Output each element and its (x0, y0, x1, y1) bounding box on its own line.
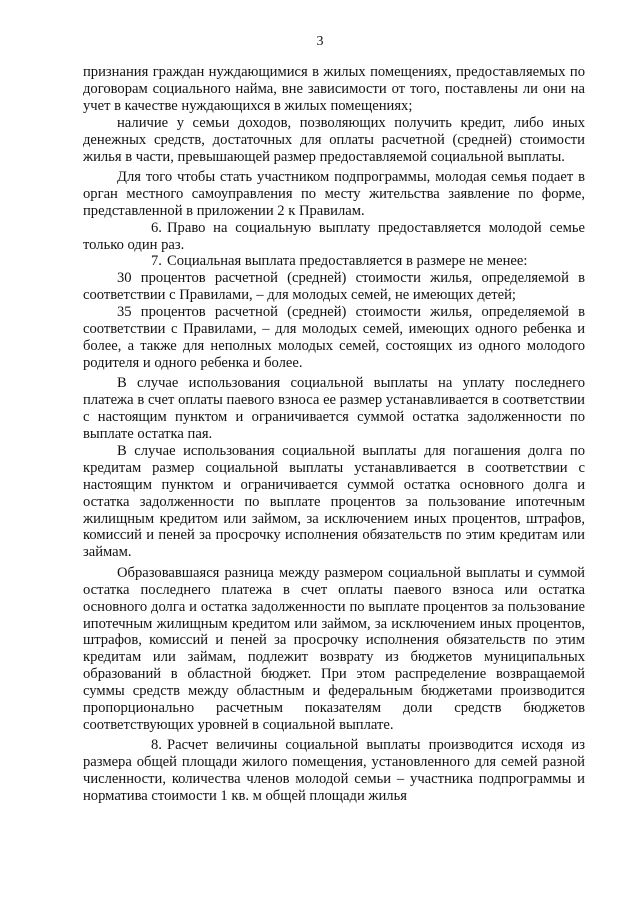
document-body (83, 64, 585, 805)
paragraph-continuation: признания граждан нуждающимися в жилых помещениях, предоставляемых по договорам социального найма, вне зависимости от того, поставлены ли они на учет в качестве нуждающихся в жилых помещениях; (83, 64, 585, 114)
paragraph-income-condition: наличие у семьи доходов, позволяющих получить кредит, либо иных денежных средств, достаточных для оплаты расчетной (средней) стоимости жилья в части, превышающей размер предоставляемой социальной выплаты. (83, 114, 585, 165)
paragraph-share-payment: В случае использования социальной выплаты на уплату последнего платежа в счет оплаты паевого взноса ее размер устанавливается в соответствии с настоящим пунктом и ограничивается суммой остатка задолженности по выплате остатка пая. (83, 375, 585, 443)
clause-number: 7. (151, 253, 162, 270)
clause-number: 8. (151, 737, 162, 754)
clause-text: Расчет величины социальной выплаты производится исходя из размера общей площади жилого помещения, установленного для семей разной численности, количества членов молодой семьи – участника подпрограммы и норматива стоимости 1 кв. м общей площади жилья (83, 737, 585, 805)
page-number: 3 (316, 34, 324, 49)
clause-text: Право на социальную выплату предоставляется молодой семье только один раз. (83, 219, 585, 253)
clause-text: Социальная выплата предоставляется в размере не менее: (167, 253, 528, 270)
clause-7 (83, 253, 585, 270)
paragraph-loan-repayment: В случае использования социальной выплаты для погашения долга по кредитам размер социальной выплаты устанавливается в соответствии с настоящим пунктом и ограничивается суммой остатка основного долга и остатка задолженности по выплате процентов за пользование ипотечным жилищным кредитом или займом, за исключением иных процентов, штрафов, комиссий и пеней за просрочку исполнения обязательств по этим кредитам или займам. (83, 442, 585, 561)
paragraph-application: Для того чтобы стать участником подпрограммы, молодая семья подает в орган местного самоуправления по месту жительства заявление по форме, представленной в приложении 2 к Правилам. (83, 168, 585, 219)
paragraph-30-percent: 30 процентов расчетной (средней) стоимости жилья, определяемой в соответствии с Правилами, – для молодых семей, не имеющих детей; (83, 270, 585, 304)
clause-6 (83, 220, 585, 254)
clause-8 (83, 737, 585, 805)
paragraph-difference: Образовавшаяся разница между размером социальной выплаты и суммой остатка последнего платежа в счет оплаты паевого взноса или остатка основного долга и остатка задолженности по выплате процентов за пользование ипотечным жилищным кредитом или займом, за исключением иных процентов, штрафов, комиссий и пеней за просрочку исполнения обязательств по этим кредитам или займам, подлежит возврату из бюджетов муниципальных образований в областной бюджет. При этом распределение возвращаемой суммы средств между областным и федеральным бюджетами производится пропорционально расчетным показателям доли средств бюджетов соответствующих уровней в социальной выплате. (83, 564, 585, 733)
paragraph-35-percent: 35 процентов расчетной (средней) стоимости жилья, определяемой в соответствии с Правилами, – для молодых семей, имеющих одного ребенка и более, а также для неполных молодых семей, состоящих из одного молодого родителя и одного ребенка и более. (83, 304, 585, 371)
clause-number: 6. (151, 219, 162, 236)
